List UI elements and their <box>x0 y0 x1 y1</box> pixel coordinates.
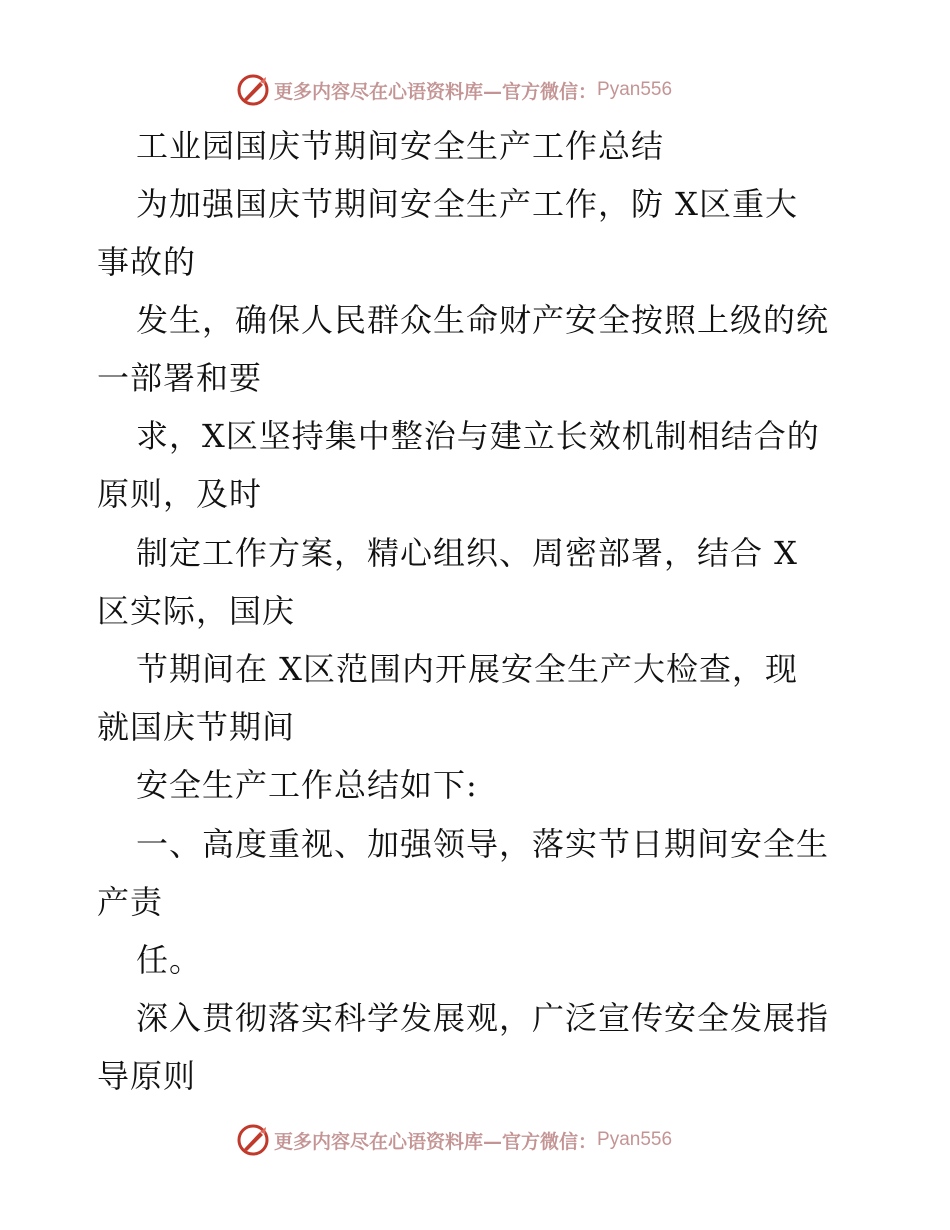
paragraph-line: 导原则 <box>97 1057 197 1095</box>
paragraph-line: 原则，及时 <box>97 475 263 513</box>
document-title: 工业园国庆节期间安全生产工作总结 <box>136 127 665 165</box>
banner-text: 更多内容尽在心语资料库—官方微信： <box>274 1130 598 1153</box>
quill-logo-icon <box>236 73 270 107</box>
banner-wechat-id: Pyan556 <box>597 1129 673 1150</box>
paragraph-line: 产责 <box>97 883 164 921</box>
paragraph-line: 任。 <box>136 941 203 979</box>
quill-logo-icon <box>236 1123 270 1157</box>
footer-banner <box>236 1120 716 1160</box>
paragraph-line: 就国庆节期间 <box>97 708 296 746</box>
paragraph-line: 求，X区坚持集中整治与建立长效机制相结合的 <box>136 417 820 455</box>
paragraph-line: 一部署和要 <box>97 359 263 397</box>
paragraph-line: 节期间在 X区范围内开展安全生产大检查，现 <box>136 650 798 688</box>
paragraph-line: 制定工作方案，精心组织、周密部署，结合 X <box>136 534 798 572</box>
paragraph-line: 安全生产工作总结如下: <box>136 766 478 804</box>
header-banner <box>236 70 716 110</box>
paragraph-line: 事故的 <box>97 243 197 281</box>
paragraph-line: 发生，确保人民群众生命财产安全按照上级的统 <box>136 301 830 339</box>
section-heading: 一、高度重视、加强领导，落实节日期间安全生 <box>136 825 830 863</box>
banner-text: 更多内容尽在心语资料库—官方微信： <box>274 80 598 103</box>
banner-wechat-id: Pyan556 <box>597 79 673 100</box>
paragraph-line: 区实际，国庆 <box>97 592 296 630</box>
paragraph-line: 为加强国庆节期间安全生产工作，防 X区重大 <box>136 185 798 223</box>
paragraph-line: 深入贯彻落实科学发展观，广泛宣传安全发展指 <box>136 999 830 1037</box>
